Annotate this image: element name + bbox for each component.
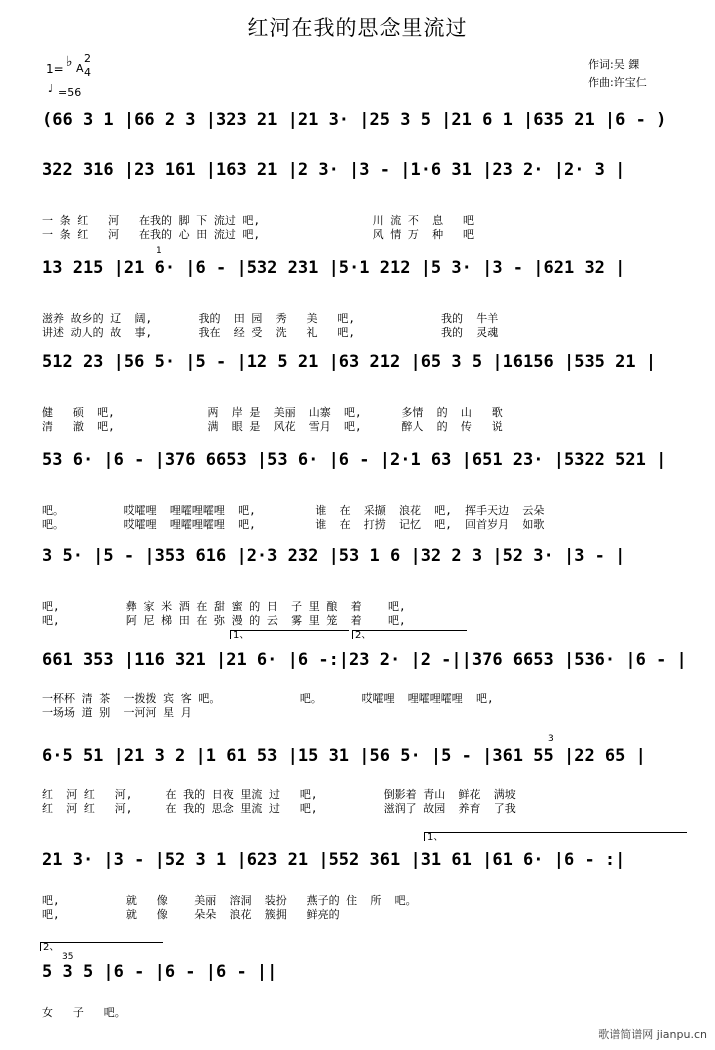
site-watermark: 歌谱简谱网 jianpu.cn — [598, 1028, 707, 1041]
lyrics-verse-1: 女 子 吧。 — [42, 1006, 126, 1019]
time-denominator: 4 — [84, 66, 91, 79]
second-ending: 2、 — [352, 630, 467, 639]
lyricist-credit: 作词:吴 錁 — [588, 58, 640, 71]
notes-line: 53 6· |6 - |376 6653 |53 6· |6 - |2·1 63 |651 23· |5322 521 | — [42, 450, 667, 470]
notes-line: 661 353 |116 321 |21 6· |6 -:|23 2· |2 -||376 6653 |536· |6 - | — [42, 650, 687, 670]
lyrics-verse-2: 吧。 哎嚯哩 哩嚯哩嚯哩 吧, 谁 在 打捞 记忆 吧, 回首岁月 如歌 — [42, 518, 545, 531]
notes-line: 512 23 |56 5· |5 - |12 5 21 |63 212 |65 3 5 |16156 |535 21 | — [42, 352, 657, 372]
lyrics-verse-1: 一 条 红 河 在我的 脚 下 流过 吧, 川 流 不 息 吧 — [42, 214, 475, 227]
time-numerator: 2 — [84, 52, 91, 65]
system-4 — [0, 352, 715, 442]
composer-credit: 作曲:许宝仁 — [588, 76, 647, 89]
lyrics-verse-2: 一场场 道 别 一河河 星 月 — [42, 706, 192, 719]
system-1 — [0, 110, 715, 150]
notes-line: 5 3 5 |6 - |6 - |6 - || — [42, 962, 278, 982]
lyrics-verse-1: 吧, 就 像 美丽 溶洞 装扮 燕子的 住 所 吧。 — [42, 894, 417, 907]
system-9 — [0, 832, 715, 940]
system-7 — [0, 630, 715, 740]
system-2 — [0, 160, 715, 250]
lyrics-verse-2: 吧, 阿 尼 梯 田 在 弥 漫 的 云 雾 里 笼 着 吧, — [42, 614, 406, 627]
key-note: A — [76, 62, 84, 75]
lyrics-verse-2: 吧, 就 像 朵朵 浪花 簇拥 鲜亮的 — [42, 908, 340, 921]
notes-line: 6·5 51 |21 3 2 |1 61 53 |15 31 |56 5· |5 - |361 55 |22 65 | — [42, 746, 646, 766]
system-5 — [0, 450, 715, 540]
second-ending: 2、 — [40, 942, 163, 951]
first-ending: 1、 — [424, 832, 687, 841]
lyrics-verse-2: 清 澈 吧, 满 眼 是 风花 雪月 吧, 醉人 的 传 说 — [42, 420, 503, 433]
lyrics-verse-2: 一 条 红 河 在我的 心 田 流过 吧, 风 情 万 种 吧 — [42, 228, 475, 241]
tempo-value: =56 — [58, 86, 82, 99]
song-title: 红河在我的思念里流过 — [247, 16, 468, 40]
system-6 — [0, 546, 715, 636]
notes-line: 21 3· |3 - |52 3 1 |623 21 |552 361 |31 61 |61 6· |6 - :| — [42, 850, 626, 870]
grace-note: 35 — [62, 952, 74, 962]
lyrics-verse-2: 红 河 红 河, 在 我的 思念 里流 过 吧, 滋润了 故园 养育 了我 — [42, 802, 516, 815]
quarter-note-icon: ♩ — [48, 82, 54, 95]
lyrics-verse-2: 讲述 动人的 故 事, 我在 经 受 洗 礼 吧, 我的 灵魂 — [42, 326, 499, 339]
triplet-mark: 3 — [548, 734, 554, 744]
system-3 — [0, 246, 715, 348]
lyrics-verse-1: 红 河 红 河, 在 我的 日夜 里流 过 吧, 倒影着 青山 鲜花 满坡 — [42, 788, 516, 801]
first-ending: 1、 — [230, 630, 349, 639]
grace-note: 1 — [156, 246, 162, 256]
system-8 — [0, 734, 715, 836]
lyrics-verse-1: 滋养 故乡的 辽 阔, 我的 田 园 秀 美 吧, 我的 牛羊 — [42, 312, 499, 325]
notes-line: (66 3 1 |66 2 3 |323 21 |21 3· |25 3 5 |21 6 1 |635 21 |6 - ) — [42, 110, 667, 130]
system-10 — [0, 942, 715, 1032]
lyrics-verse-1: 吧。 哎嚯哩 哩嚯哩嚯哩 吧, 谁 在 采撷 浪花 吧, 挥手天边 云朵 — [42, 504, 545, 517]
notes-line: 322 316 |23 161 |163 21 |2 3· |3 - |1·6 31 |23 2· |2· 3 | — [42, 160, 626, 180]
notes-line: 13 215 |21 6· |6 - |532 231 |5·1 212 |5 3· |3 - |621 32 | — [42, 258, 626, 278]
lyrics-verse-1: 一杯杯 清 茶 一拨拨 宾 客 吧。 吧。 哎嚯哩 哩嚯哩嚯哩 吧, — [42, 692, 494, 705]
lyrics-verse-1: 吧, 彝 家 米 酒 在 甜 蜜 的 日 子 里 酿 着 吧, — [42, 600, 406, 613]
key-signature — [46, 52, 106, 102]
key-label: 1= — [46, 62, 64, 76]
flat-icon: ♭ — [66, 54, 73, 70]
lyrics-verse-1: 健 硕 吧, 两 岸 是 美丽 山寨 吧, 多情 的 山 歌 — [42, 406, 503, 419]
notes-line: 3 5· |5 - |353 616 |2·3 232 |53 1 6 |32 2 3 |52 3· |3 - | — [42, 546, 626, 566]
